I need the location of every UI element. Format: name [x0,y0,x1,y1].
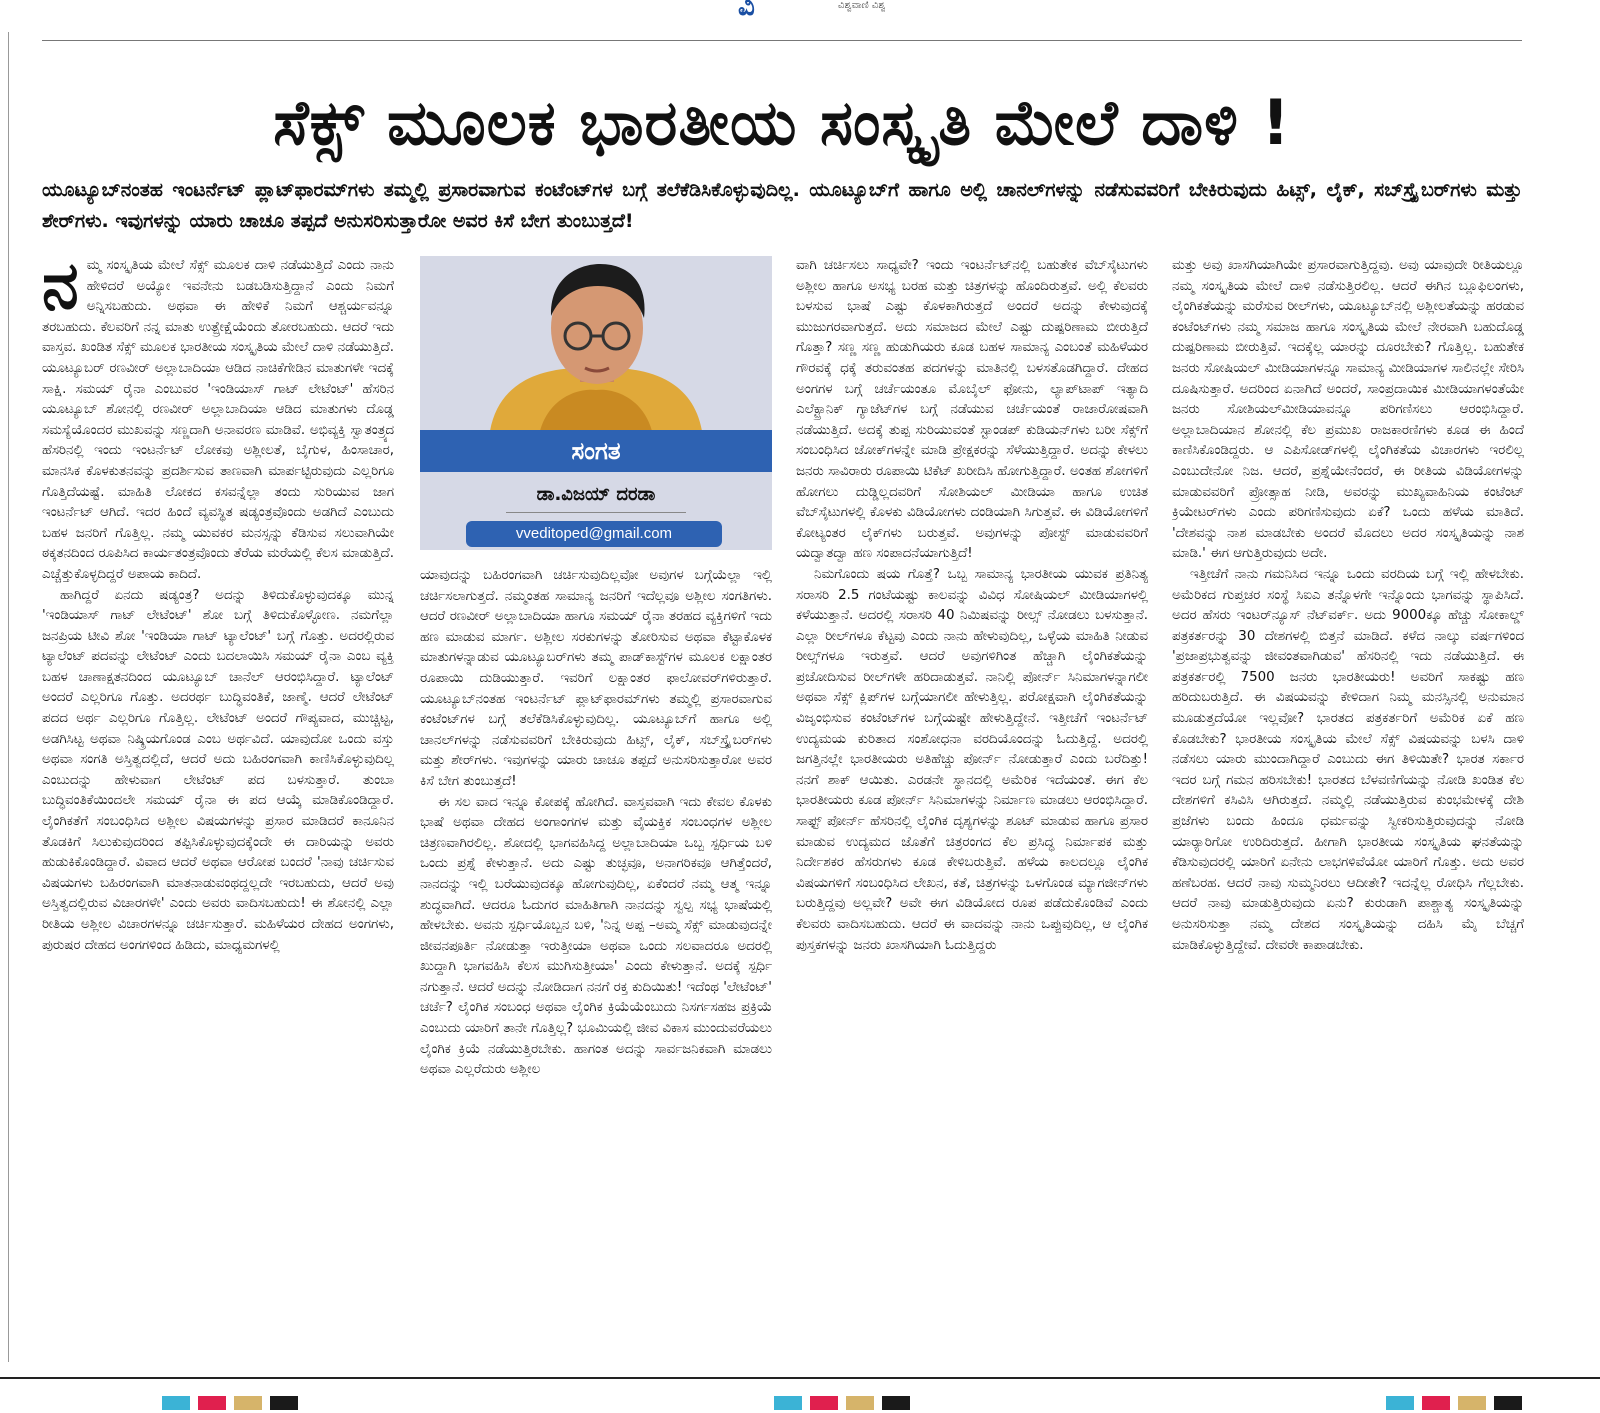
registration-marks-left [162,1396,298,1410]
paragraph: ಹಾಗಿದ್ದರೆ ಏನದು ಷಡ್ಯಂತ್ರ? ಅದನ್ನು ತಿಳಿದುಕೊಳ್ಳುವುದಕ್ಕೂ ಮುನ್ನ 'ಇಂಡಿಯಾಸ್ ಗಾಟ್ ಲೇಟೆಂಟ್' ಶೋ ಬಗ್ಗೆ ತಿಳಿದುಕೊಳ್ಳೋಣ. ನಮಗೆಲ್ಲಾ ಜನಪ್ರಿಯ ಟೀವಿ ಶೋ 'ಇಂಡಿಯಾ ಗಾಟ್ ಟ್ಯಾಲೆಂಟ್' ಬಗ್ಗೆ ಗೊತ್ತು. ಅದರಲ್ಲಿರುವ ಟ್ಯಾಲೆಂಟ್ ಪದವನ್ನು ಲೇಟೆಂಟ್ ಎಂದು ಬದಲಾಯಿಸಿ ಸಮಯ್ ರೈನಾ ಎಂಬ ವ್ಯಕ್ತಿ ಬಹಳ ಚಾಣಾಕ್ಷತನದಿಂದ ಯೂಟ್ಯೂಬ್ ಚಾನೆಲ್ ಆರಂಭಿಸಿದ್ದಾರೆ. ಟ್ಯಾಲೆಂಟ್ ಅಂದರೆ ಎಲ್ಲರಿಗೂ ಗೊತ್ತು. ಅದರರ್ಥ ಬುದ್ಧಿವಂತಿಕೆ, ಜಾಣ್ಮೆ. ಆದರೆ ಲೇಟೆಂಟ್ ಪದದ ಅರ್ಥ ಎಲ್ಲರಿಗೂ ಗೊತ್ತಿಲ್ಲ. ಲೇಟೆಂಟ್ ಅಂದರೆ ಗೌಪ್ಯವಾದ, ಮುಚ್ಚಿಟ್ಟ, ಅಡಗಿಸಿಟ್ಟ ಅಥವಾ ನಿಷ್ಕ್ರಿಯಗೊಂಡ ಎಂಬ ಅರ್ಥವಿದೆ. ಯಾವುದೋ ಒಂದು ವಸ್ತು ಅಥವಾ ಸಂಗತಿ ಅಸ್ತಿತ್ವದಲ್ಲಿದೆ, ಆದರೆ ಅದು ಬಹಿರಂಗವಾಗಿ ಕಾಣಿಸಿಕೊಳ್ಳುವುದಿಲ್ಲ ಎಂಬುದನ್ನು ಹೇಳುವಾಗ ಲೇಟೆಂಟ್ ಪದ ಬಳಸುತ್ತಾರೆ. ತುಂಬಾ ಬುದ್ಧಿವಂತಿಕೆಯಿಂದಲೇ ಸಮಯ್ ರೈನಾ ಈ ಪದ ಆಯ್ಕೆ ಮಾಡಿಕೊಂಡಿದ್ದಾರೆ. ಲೈಂಗಿಕತೆಗೆ ಸಂಬಂಧಿಸಿದ ಅಶ್ಲೀಲ ವಿಷಯಗಳನ್ನು ಪ್ರಸಾರ ಮಾಡಿದರೆ ಕಾನೂನಿನ ತೊಡಕಿಗೆ ಸಿಲುಕುವುದರಿಂದ ತಪ್ಪಿಸಿಕೊಳ್ಳುವುದಕ್ಕೆಂದೇ ಈ ದಾರಿಯನ್ನು ಅವರು ಹುಡುಕಿಕೊಂಡಿದ್ದಾರೆ. ವಿವಾದ ಆದರೆ ಅಥವಾ ಆರೋಪ ಬಂದರೆ 'ನಾವು ಚರ್ಚಿಸುವ ವಿಷಯಗಳು ಬಹಿರಂಗವಾಗಿ ಮಾತನಾಡುವಂಥದ್ದಲ್ಲದೇ ಇರಬಹುದು, ಆದರೆ ಅವು ಅಸ್ತಿತ್ವದಲ್ಲಿರುವ ವಿಚಾರಗಳೇ' ಎಂದು ಅವರು ವಾದಿಸಬಹುದು! ಈ ಶೋನಲ್ಲಿ ಎಲ್ಲಾ ರೀತಿಯ ಅಶ್ಲೀಲ ವಿಚಾರಗಳನ್ನೂ ಚರ್ಚಿಸುತ್ತಾರೆ. ಮಹಿಳೆಯರ ದೇಹದ ಅಂಗಗಳು, ಪುರುಷರ ದೇಹದ ಅಂಗಗಳಿಂದ ಹಿಡಿದು, ಮಾಧ್ಯಮಗಳಲ್ಲಿ [42,587,394,953]
drop-cap: ನ [42,256,79,324]
registration-mark-black [882,1396,910,1410]
paragraph: ಇತ್ತೀಚೆಗೆ ನಾನು ಗಮನಿಸಿದ ಇನ್ನೂ ಒಂದು ವರದಿಯ ಬಗ್ಗೆ ಇಲ್ಲಿ ಹೇಳಬೇಕು. ಅಮೆರಿಕದ ಗುಪ್ತಚರ ಸಂಸ್ಥೆ ಸಿಐಎ ತನ್ನೊಳಗೇ ಇನ್ನೊಂದು ಭಾಗವನ್ನು ಸ್ಥಾಪಿಸಿದೆ. ಅದರ ಹೆಸರು ಇಂಟರ್‌ನ್ಯೂಸ್ ನೆಟ್‌ವರ್ಕ್. ಅದು 9000ಕ್ಕೂ ಹೆಚ್ಚು ಸೋಕಾಲ್ಡ್ ಪತ್ರಕರ್ತರನ್ನು 30 ದೇಶಗಳಲ್ಲಿ ಬಿತ್ತನೆ ಮಾಡಿದೆ. ಕಳೆದ ನಾಲ್ಕು ವರ್ಷಗಳಿಂದ 'ಪ್ರಜಾಪ್ರಭುತ್ವವನ್ನು ಜೀವಂತವಾಗಿಡುವ' ಹೆಸರಿನಲ್ಲಿ ಇದು ನಡೆಯುತ್ತಿದೆ. ಈ ಪತ್ರಕರ್ತರಲ್ಲಿ 7500 ಜನರು ಭಾರತೀಯರು! ಅವರಿಗೆ ಸಾಕಷ್ಟು ಹಣ ಹರಿದುಬರುತ್ತಿದೆ. ಈ ವಿಷಯವನ್ನು ಕೇಳಿದಾಗ ನಿಮ್ಮ ಮನಸ್ಸಿನಲ್ಲಿ ಅನುಮಾನ ಮೂಡುತ್ತದೆಯೋ ಇಲ್ಲವೋ? ಭಾರತದ ಪತ್ರಕರ್ತರಿಗೆ ಅಮೆರಿಕ ಏಕೆ ಹಣ ಕೊಡಬೇಕು? ಭಾರತೀಯ ಸಂಸ್ಕೃತಿಯ ಮೇಲೆ ಸೆಕ್ಸ್ ವಿಷಯವನ್ನು ಬಳಸಿ ದಾಳಿ ನಡೆಸಲು ಯಾರು ಮುಂದಾಗಿದ್ದಾರೆ ಎಂಬುದು ಈಗ ತಿಳಿಯಿತೇ? ಭಾರತ ಸರ್ಕಾರ ಇದರ ಬಗ್ಗೆ ಗಮನ ಹರಿಸಬೇಕು! ಭಾರತದ ಬೆಳವಣಿಗೆಯನ್ನು ನೋಡಿ ಖಂಡಿತ ಕೆಲ ದೇಶಗಳಿಗೆ ಕಸಿವಿಸಿ ಆಗಿರುತ್ತದೆ. ನಮ್ಮಲ್ಲಿ ನಡೆಯುತ್ತಿರುವ ಕುಂಭಮೇಳಕ್ಕೆ ದೇಶಿ ಪ್ರಜೆಗಳು ಬಂದು ಹಿಂದೂ ಧರ್ಮವನ್ನು ಸ್ವೀಕರಿಸುತ್ತಿರುವುದನ್ನು ನೋಡಿ ಯಾರ‍್ಯಾರಿಗೋ ಉರಿದಿರುತ್ತದೆ. ಹೀಗಾಗಿ ಭಾರತೀಯ ಸಂಸ್ಕೃತಿಯ ಘನತೆಯನ್ನು ಕೆಡಿಸುವುದರಲ್ಲಿ ಯಾರಿಗೆ ಏನೇನು ಲಾಭಗಳಿವೆಯೋ ಯಾರಿಗೆ ಗೊತ್ತು. ಅದು ಅವರ ಹಣೆಬರಹ. ಆದರೆ ನಾವು ಸುಮ್ಮನಿರಲು ಆದೀತೇ? ಇದನ್ನೆಲ್ಲ ರೋಧಿಸಿ ಗೆಲ್ಲಬೇಕು. ಆದರೆ ನಾವು ಮಾಡುತ್ತಿರುವುದು ಏನು? ಕುರುಡಾಗಿ ಪಾಶ್ಚಾತ್ಯ ಸಂಸ್ಕೃತಿಯನ್ನು ಅನುಸರಿಸುತ್ತಾ ನಮ್ಮ ದೇಶದ ಸಂಸ್ಕೃತಿಯನ್ನು ದಹಿಸಿ ಮೈ ಬೆಚ್ಚಗೆ ಮಾಡಿಕೊಳ್ಳುತ್ತಿದ್ದೇವೆ. ದೇವರೇ ಕಾಪಾಡಬೇಕು. [1172,566,1524,953]
author-divider [506,512,686,513]
registration-mark-cyan [774,1396,802,1410]
article-column-4 [1172,256,1524,1368]
registration-mark-magenta [810,1396,838,1410]
author-portrait [420,256,772,431]
registration-mark-yellow [234,1396,262,1410]
article-deck: ಯೂಟ್ಯೂಬ್‌ನಂತಹ ಇಂಟರ್ನೆಟ್ ಪ್ಲಾಟ್‌ಫಾರಮ್‌ಗಳು ತಮ್ಮಲ್ಲಿ ಪ್ರಸಾರವಾಗುವ ಕಂಟೆಂಟ್‌ಗಳ ಬಗ್ಗೆ ತಲೆಕೆಡಿಸಿಕೊಳ್ಳುವುದಿಲ್ಲ. ಯೂಟ್ಯೂಬ್‌ಗೆ ಹಾಗೂ ಅಲ್ಲಿ ಚಾನಲ್‌ಗಳನ್ನು ನಡೆಸುವವರಿಗೆ ಬೇಕಿರುವುದು ಹಿಟ್ಸ್, ಲೈಕ್, ಸಬ್‌ಸ್ಕ್ರೈಬರ್‌ಗಳು ಮತ್ತು ಶೇರ್‌ಗಳು. ಇವುಗಳನ್ನು ಯಾರು ಚಾಚೂ ತಪ್ಪದೆ ಅನುಸರಿಸುತ್ತಾರೋ ಅವರ ಕಿಸೆ ಬೇಗ ತುಂಬುತ್ತದೆ! [42,179,1522,232]
paragraph: ಮತ್ತು ಅವು ಖಾಸಗಿಯಾಗಿಯೇ ಪ್ರಸಾರವಾಗುತ್ತಿದ್ದವು. ಅವು ಯಾವುದೇ ರೀತಿಯಲ್ಲೂ ನಮ್ಮ ಸಂಸ್ಕೃತಿಯ ಮೇಲೆ ದಾಳಿ ನಡೆಸುತ್ತಿರಲಿಲ್ಲ. ಆದರೆ ಈಗಿನ ಬ್ಲೂಫಿಲಂಗಳು, ಲೈಂಗಿಕತೆಯನ್ನು ಮರೆಸುವ ರೀಲ್‌ಗಳು, ಯೂಟ್ಯೂಬ್‌ನಲ್ಲಿ ಅಶ್ಲೀಲತೆಯನ್ನು ಹರಡುವ ಕಂಟೆಂಟ್‌ಗಳು ನಮ್ಮ ಸಮಾಜ ಹಾಗೂ ಸಂಸ್ಕೃತಿಯ ಮೇಲೆ ನೇರವಾಗಿ ಬಹುದೊಡ್ಡ ದುಷ್ಪರಿಣಾಮ ಬೀರುತ್ತಿವೆ. ಇದಕ್ಕೆಲ್ಲ ಯಾರನ್ನು ದೂರಬೇಕು? ಗೊತ್ತಿಲ್ಲ. ಬಹುತೇಕ ಜನರು ಸೋಷಿಯಲ್ ಮೀಡಿಯಾಗಳನ್ನೂ ಸಾಮಾನ್ಯ ಮೀಡಿಯಾಗಳ ಸಾಲಿನಲ್ಲೇ ಸೇರಿಸಿ ದೂಷಿಸುತ್ತಾರೆ. ಅದರಿಂದ ಏನಾಗಿದೆ ಅಂದರೆ, ಸಾಂಪ್ರದಾಯಿಕ ಮೀಡಿಯಾಗಳಂತೆಯೇ ಜನರು ಸೋಶಿಯಲ್‌ಮೀಡಿಯಾವನ್ನೂ ಪರಿಗಣಿಸಲು ಆರಂಭಿಸಿದ್ದಾರೆ. ಅಲ್ಲಾಬಾದಿಯಾನ ಶೋನಲ್ಲಿ ಕೆಲ ಪ್ರಮುಖ ರಾಜಕಾರಣಿಗಳು ಕೂಡ ಈ ಹಿಂದೆ ಕಾಣಿಸಿಕೊಂಡಿದ್ದರು. ಆ ಎಪಿಸೋಡ್‌ಗಳಲ್ಲಿ ಲೈಂಗಿಕತೆಯ ವಿಚಾರಗಳು ಇರಲಿಲ್ಲ ಎಂಬುದೇನೋ ನಿಜ. ಆದರೆ, ಪ್ರಶ್ನೆಯೇನೆಂದರೆ, ಈ ರೀತಿಯ ವಿಡಿಯೋಗಳನ್ನು ಮಾಡುವವರಿಗೆ ಪ್ರೋತ್ಸಾಹ ನೀಡಿ, ಅವರನ್ನು ಮುಖ್ಯವಾಹಿನಿಯ ಕಂಟೆಂಟ್ ಕ್ರಿಯೇಟರ್‌ಗಳು ಎಂದು ಪರಿಗಣಿಸುವುದು ಏಕೆ? ಒಂದು ಹಳೆಯ ಮಾತಿದೆ. 'ದೇಶವನ್ನು ನಾಶ ಮಾಡಬೇಕು ಅಂದರೆ ಮೊದಲು ಅದರ ಸಂಸ್ಕೃತಿಯನ್ನು ನಾಶ ಮಾಡಿ.' ಈಗ ಆಗುತ್ತಿರುವುದು ಅದೇ. [1172,258,1524,562]
paragraph: ನಿಮಗೊಂದು ಷಯ ಗೊತ್ತೆ? ಒಬ್ಬ ಸಾಮಾನ್ಯ ಭಾರತೀಯ ಯುವಕ ಪ್ರತಿನಿತ್ಯ ಸರಾಸರಿ 2.5 ಗಂಟೆಯಷ್ಟು ಕಾಲವನ್ನು ವಿವಿಧ ಸೋಷಿಯಲ್ ಮೀಡಿಯಾಗಳಲ್ಲಿ ಕಳೆಯುತ್ತಾನೆ. ಅದರಲ್ಲಿ ಸರಾಸರಿ 40 ನಿಮಿಷವನ್ನು ರೀಲ್ಸ್ ನೋಡಲು ಬಳಸುತ್ತಾನೆ. ಎಲ್ಲಾ ರೀಲ್‌ಗಳೂ ಕೆಟ್ಟವು ಎಂದು ನಾನು ಹೇಳುವುದಿಲ್ಲ, ಒಳ್ಳೆಯ ಮಾಹಿತಿ ನೀಡುವ ರೀಲ್ಸ್‌ಗಳೂ ಇರುತ್ತವೆ. ಆದರೆ ಅವುಗಳಿಗಿಂತ ಹೆಚ್ಚಾಗಿ ಲೈಂಗಿಕತೆಯನ್ನು ಪ್ರಚೋದಿಸುವ ರೀಲ್‌ಗಳೇ ಹರಿದಾಡುತ್ತವೆ. ನಾನಿಲ್ಲಿ ಪೋರ್ನ್ ಸಿನಿಮಾಗಳನ್ನಾಗಲೀ ಅಥವಾ ಸೆಕ್ಸ್ ಕ್ಲಿಪ್‌ಗಳ ಬಗ್ಗೆಯಾಗಲೀ ಹೇಳುತ್ತಿಲ್ಲ. ಪರೋಕ್ಷವಾಗಿ ಲೈಂಗಿಕತೆಯನ್ನು ವಿಜೃಂಭಿಸುವ ಕಂಟೆಂಟ್‌ಗಳ ಬಗ್ಗೆಯಷ್ಟೇ ಹೇಳುತ್ತಿದ್ದೇನೆ. ಇತ್ತೀಚೆಗೆ ಇಂಟರ್ನೆಟ್ ಉದ್ಯಮಯ ಕುರಿತಾದ ಸಂಶೋಧನಾ ವರದಿಯೊಂದನ್ನು ಓದುತ್ತಿದ್ದೆ. ಅದರಲ್ಲಿ ಜಗತ್ತಿನಲ್ಲೇ ಭಾರತೀಯರು ಅತಿಹೆಚ್ಚು ಪೋರ್ನ್ ನೋಡುತ್ತಾರೆ ಎಂದು ಬರೆದಿತ್ತು! ನನಗೆ ಶಾಕ್ ಆಯಿತು. ಎರಡನೇ ಸ್ಥಾನದಲ್ಲಿ ಅಮೆರಿಕ ಇದೆಯಂತೆ. ಈಗ ಕೆಲ ಭಾರತೀಯರು ಕೂಡ ಪೋರ್ನ್ ಸಿನಿಮಾಗಳನ್ನು ನಿರ್ಮಾಣ ಮಾಡಲು ಆರಂಭಿಸಿದ್ದಾರೆ. ಸಾಫ್ಟ್ ಪೋರ್ನ್ ಹೆಸರಿನಲ್ಲಿ ಲೈಂಗಿಕ ದೃಶ್ಯಗಳನ್ನು ಶೂಟ್ ಮಾಡುವ ಹಾಗೂ ಪ್ರಸಾರ ಮಾಡುವ ಉದ್ಯಮದ ಜೊತೆಗೆ ಚಿತ್ರರಂಗದ ಕೆಲ ಪ್ರಸಿದ್ಧ ನಿರ್ಮಾಪಕ ಮತ್ತು ನಿರ್ದೇಶಕರ ಹೆಸರುಗಳು ಕೂಡ ಕೇಳಿಬರುತ್ತಿವೆ. ಹಳೆಯ ಕಾಲದಲ್ಲೂ ಲೈಂಗಿಕ ವಿಷಯಗಳಿಗೆ ಸಂಬಂಧಿಸಿದ ಲೇಖನ, ಕತೆ, ಚಿತ್ರಗಳನ್ನು ಒಳಗೊಂಡ ಮ್ಯಾಗಜೀನ್‌ಗಳು ಬರುತ್ತಿದ್ದವು ಅಲ್ಲವೇ? ಅವೇ ಈಗ ವಿಡಿಯೋದ ರೂಪ ಪಡೆದುಕೊಂಡಿವೆ ಎಂದು ಕೆಲವರು ವಾದಿಸಬಹುದು. ಆದರೆ ಈ ವಾದವನ್ನು ನಾನು ಒಪ್ಪುವುದಿಲ್ಲ, ಆ ಲೈಂಗಿಕ ಪುಸ್ತಕಗಳನ್ನು ಜನರು ಖಾಸಗಿಯಾಗಿ ಓದುತ್ತಿದ್ದರು [796,566,1148,953]
paragraph: ಈ ಸಲ ವಾದ ಇನ್ನೂ ಕೋಪಕ್ಕೆ ಹೋಗಿದೆ. ವಾಸ್ತವವಾಗಿ ಇದು ಕೇವಲ ಕೊಳಕು ಭಾಷೆ ಅಥವಾ ದೇಹದ ಅಂಗಾಂಗಗಳ ಮತ್ತು ವೈಯಕ್ತಿಕ ಸಂಬಂಧಗಳ ಅಶ್ಲೀಲ ಚಿತ್ರಣವಾಗಿರಲಿಲ್ಲ. ಶೋದಲ್ಲಿ ಭಾಗವಹಿಸಿದ್ದ ಅಲ್ಲಾಬಾದಿಯಾ ಒಬ್ಬ ಸ್ಪರ್ಧಿಯ ಬಳಿ ಒಂದು ಪ್ರಶ್ನೆ ಕೇಳುತ್ತಾನೆ. ಅದು ಎಷ್ಟು ತುಚ್ಛವೂ, ಅನಾಗರಿಕವೂ ಆಗಿತ್ತೆಂದರೆ, ನಾನದನ್ನು ಇಲ್ಲಿ ಬರೆಯುವುದಕ್ಕೂ ಹೋಗುವುದಿಲ್ಲ, ಏಕೆಂದರೆ ನಮ್ಮ ಆತ್ಮ ಇನ್ನೂ ಶುದ್ಧವಾಗಿದೆ. ಆದರೂ ಓದುಗರ ಮಾಹಿತಿಗಾಗಿ ನಾನದನ್ನು ಸ್ವಲ್ಪ ಸಭ್ಯ ಭಾಷೆಯಲ್ಲಿ ಹೇಳಬೇಕು. ಅವನು ಸ್ಪರ್ಧಿಯೊಬ್ಬನ ಬಳಿ, 'ನಿನ್ನ ಅಪ್ಪ –ಅಮ್ಮ ಸೆಕ್ಸ್ ಮಾಡುವುದನ್ನೇ ಜೀವನಪೂರ್ತಿ ನೋಡುತ್ತಾ ಇರುತ್ತೀಯಾ ಅಥವಾ ಒಂದು ಸಲವಾದರೂ ಅದರಲ್ಲಿ ಖುದ್ದಾಗಿ ಭಾಗವಹಿಸಿ ಕೆಲಸ ಮುಗಿಸುತ್ತೀಯಾ' ಎಂದು ಕೇಳುತ್ತಾನೆ. ಅದಕ್ಕೆ ಸ್ಪರ್ಧಿ ನಗುತ್ತಾನೆ. ಆದರೆ ಅದನ್ನು ನೋಡಿದಾಗ ನನಗೆ ರಕ್ತ ಕುದಿಯಿತು! ಇದೆಂಥ 'ಲೇಟೆಂಟ್' ಚರ್ಚೆ? ಲೈಂಗಿಕ ಸಂಬಂಧ ಅಥವಾ ಲೈಂಗಿಕ ಕ್ರಿಯೆಯೆಂಬುದು ನಿಸರ್ಗಸಹಜ ಪ್ರಕ್ರಿಯೆ ಎಂಬುದು ಯಾರಿಗೆ ತಾನೇ ಗೊತ್ತಿಲ್ಲ? ಭೂಮಿಯಲ್ಲಿ ಜೀವ ವಿಕಾಸ ಮುಂದುವರೆಯಲು ಲೈಂಗಿಕ ಕ್ರಿಯೆ ನಡೆಯುತ್ತಿರಬೇಕು. ಹಾಗಂತ ಅದನ್ನು ಸಾರ್ವಜನಿಕವಾಗಿ ಮಾಡಲು ಅಥವಾ ಎಲ್ಲರೆದುರು ಅಶ್ಲೀಲ [420,794,772,1078]
registration-mark-cyan [162,1396,190,1410]
registration-mark-yellow [846,1396,874,1410]
article-column-1 [42,256,394,1368]
paragraph: ಯಾವುದನ್ನು ಬಹಿರಂಗವಾಗಿ ಚರ್ಚಿಸುವುದಿಲ್ಲವೋ ಅವುಗಳ ಬಗ್ಗೆಯೆಲ್ಲಾ ಇಲ್ಲಿ ಚರ್ಚಿಸಲಾಗುತ್ತದೆ. ನಮ್ಮಂತಹ ಸಾಮಾನ್ಯ ಜನರಿಗೆ ಇದೆಲ್ಲವೂ ಅಶ್ಲೀಲ ಸಂಗತಿಗಳು. ಆದರೆ ರಣವೀರ್ ಅಲ್ಲಾಬಾದಿಯಾ ಹಾಗೂ ಸಮಯ್ ರೈನಾ ತರಹದ ವ್ಯಕ್ತಿಗಳಿಗೆ ಇದು ಹಣ ಮಾಡುವ ಮಾರ್ಗ. ಅಶ್ಲೀಲ ಸರಕುಗಳನ್ನು ತೋರಿಸುವ ಅಥವಾ ಕೆಟ್ಟಾಕೊಳಕ ಮಾತುಗಳನ್ನಾಡುವ ಯೂಟ್ಯೂಬರ್‌ಗಳು ತಮ್ಮ ಪಾಡ್‌ಕಾಸ್ಟ್‌ಗಳ ಮೂಲಕ ಲಕ್ಷಾಂತರ ರೂಪಾಯಿ ದುಡಿಯುತ್ತಾರೆ. ಇವರಿಗೆ ಲಕ್ಷಾಂತರ ಫಾಲೋವರ್‌ಗಳಿರುತ್ತಾರೆ. ಯೂಟ್ಯೂಬ್‌ನಂತಹ ಇಂಟರ್ನೆಟ್ ಪ್ಲಾಟ್‌ಫಾರಮ್‌ಗಳು ತಮ್ಮಲ್ಲಿ ಪ್ರಸಾರವಾಗುವ ಕಂಟೆಂಟ್‌ಗಳ ಬಗ್ಗೆ ತಲೆಕೆಡಿಸಿಕೊಳ್ಳುವುದಿಲ್ಲ. ಯೂಟ್ಯೂಬ್‌ಗೆ ಹಾಗೂ ಅಲ್ಲಿ ಚಾನಲ್‌ಗಳನ್ನು ನಡೆಸುವವರಿಗೆ ಬೇಕಿರುವುದು ಹಿಟ್ಸ್, ಲೈಕ್, ಸಬ್‌ಸ್ಕ್ರೈಬರ್‌ಗಳು ಮತ್ತು ಶೇರ್‌ಗಳು. ಇವುಗಳನ್ನು ಯಾರು ಚಾಚೂ ತಪ್ಪದೆ ಅನುಸರಿಸುತ್ತಾರೋ ಅವರ ಕಿಸೆ ಬೇಗ ತುಂಬುತ್ತದೆ! [420,568,772,789]
author-name: ಡಾ.ವಿಜಯ್ ದರಡಾ [536,484,656,505]
paragraph [42,256,394,586]
top-rule [42,40,1522,41]
paragraph: ವಾಗಿ ಚರ್ಚಿಸಲು ಸಾಧ್ಯವೇ? ಇಂದು ಇಂಟರ್ನೆಟ್‌ನಲ್ಲಿ ಬಹುತೇಕ ವೆಬ್‌ಸೈಟುಗಳು ಅಶ್ಲೀಲ ಹಾಗೂ ಅಸಭ್ಯ ಬರಹ ಮತ್ತು ಚಿತ್ರಗಳನ್ನು ಹೊಂದಿರುತ್ತವೆ. ಅಲ್ಲಿ ಕೆಲವರು ಬಳಸುವ ಭಾಷೆ ಎಷ್ಟು ಕೊಳಕಾಗಿರುತ್ತದೆ ಅಂದರೆ ಅದನ್ನು ಕೇಳುವುದಕ್ಕೆ ಮುಜುಗರವಾಗುತ್ತದೆ. ಅದು ಸಮಾಜದ ಮೇಲೆ ಎಷ್ಟು ದುಷ್ಪರಿಣಾಮ ಬೀರುತ್ತಿದೆ ಗೊತ್ತಾ? ಸಣ್ಣ ಸಣ್ಣ ಹುಡುಗಿಯರು ಕೂಡ ಬಹಳ ಸಾಮಾನ್ಯ ಎಂಬಂತೆ ಮಹಿಳೆಯರ ಗೌರವಕ್ಕೆ ಧಕ್ಕೆ ತರುವಂತಹ ಪದಗಳನ್ನು ಮಾತಿನಲ್ಲಿ ಬಳಸತೊಡಗಿದ್ದಾರೆ. ದೇಹದ ಅಂಗಗಳ ಬಗ್ಗೆ ಚರ್ಚೆಯಂತೂ ಮೊಬೈಲ್ ಫೋನು, ಲ್ಯಾಪ್‌ಟಾಪ್ ಇತ್ಯಾದಿ ಎಲೆಕ್ಟ್ರಾನಿಕ್ ಗ್ಯಾಜೆಟ್‌ಗಳ ಬಗ್ಗೆ ನಡೆಯುವ ಚರ್ಚೆಯಂತೆ ರಾಜಾರೋಷವಾಗಿ ನಡೆಯುತ್ತಿದೆ. ಅದಕ್ಕೆ ತುಪ್ಪ ಸುರಿಯುವಂತೆ ಸ್ಟಾಂಡಪ್ ಕುಡಿಯನ್‌ಗಳು ಬರೀ ಸೆಕ್ಸ್‌ಗೆ ಸಂಬಂಧಿಸಿದ ಜೋಕ್‌ಗಳನ್ನೇ ಮಾಡಿ ಪ್ರೇಕ್ಷಕರನ್ನು ಸೆಳೆಯುತ್ತಿದ್ದಾರೆ. ಅದನ್ನು ಕೇಳಲು ಜನರು ಸಾವಿರಾರು ರೂಪಾಯಿ ಟಿಕೆಟ್ ಖರೀದಿಸಿ ಹೋಗುತ್ತಿದ್ದಾರೆ. ಅಂತಹ ಶೋಗಳಿಗೆ ಹೋಗಲು ದುಡ್ಡಿಲ್ಲದವರಿಗೆ ಸೋಶಿಯಲ್ ಮೀಡಿಯಾ ಹಾಗೂ ಉಚಿತ ವೆಬ್‌ಸೈಟುಗಳಲ್ಲಿ ಕೊಳಕು ವಿಡಿಯೋಗಳು ದಂಡಿಯಾಗಿ ಸಿಗುತ್ತವೆ. ಈ ವಿಡಿಯೋಗಳಿಗೆ ಕೋಟ್ಯಂತರ ಲೈಕ್‌ಗಳು ಬರುತ್ತವೆ. ಅವುಗಳನ್ನು ಪೋಸ್ಟ್ ಮಾಡುವವರಿಗೆ ಯದ್ವಾತದ್ವಾ ಹಣ ಸಂಪಾದನೆಯಾಗುತ್ತಿದೆ! [796,258,1148,562]
article-column-3 [796,256,1148,1368]
registration-mark-black [1494,1396,1522,1410]
masthead-logo: ವಿ [738,0,755,22]
author-email: vveditoped@gmail.com [466,521,722,547]
registration-mark-magenta [1422,1396,1450,1410]
registration-marks-right [1386,1396,1522,1410]
masthead-name: ವಿಶ್ವವಾಣಿ ವಿಶ್ವ [838,0,886,11]
paragraph-text: ಮ್ಮ ಸಂಸ್ಕೃತಿಯ ಮೇಲೆ ಸೆಕ್ಸ್ ಮೂಲಕ ದಾಳಿ ನಡೆಯುತ್ತಿದೆ ಎಂದು ನಾನು ಹೇಳಿದರೆ ಅಯ್ಯೋ ಇವನೇನು ಬಡಬಡಿಸುತ್ತಿದ್ದಾನೆ ಎಂದು ನಿಮಗೆ ಅನ್ನಿಸಬಹುದು. ಅಥವಾ ಈ ಹೇಳಿಕೆ ನಿಮಗೆ ಆಶ್ಚರ್ಯವನ್ನೂ ತರಬಹುದು. ಕೆಲವರಿಗೆ ನನ್ನ ಮಾತು ಉತ್ಪ್ರೇಕ್ಷೆಯೆಂದು ತೋರಬಹುದು. ಆದರೆ ಇದು ವಾಸ್ತವ. ಖಂಡಿತ ಸೆಕ್ಸ್ ಮೂಲಕ ಭಾರತೀಯ ಸಂಸ್ಕೃತಿಯ ಮೇಲೆ ದಾಳಿ ನಡೆಯುತ್ತಿದೆ. ಯೂಟ್ಯೂಬರ್ ರಣವೀರ್ ಅಲ್ಲಾಬಾದಿಯಾ ಆಡಿದ ನಾಚಿಕೆಗೇಡಿನ ಮಾತುಗಳೇ ಇದಕ್ಕೆ ಸಾಕ್ಷಿ. ಸಮಯ್ ರೈನಾ ಎಂಬುವರ 'ಇಂಡಿಯಾಸ್ ಗಾಟ್ ಲೇಟೆಂಟ್' ಹೆಸರಿನ ಯೂಟ್ಯೂಬ್ ಶೋನಲ್ಲಿ ರಣವೀರ್ ಅಲ್ಲಾಬಾದಿಯಾ ಆಡಿದ ಮಾತುಗಳು ದೊಡ್ಡ ಸಮಸ್ಯೆಯೊಂದರ ಮುಖವನ್ನು ಸಣ್ಣದಾಗಿ ಅನಾವರಣ ಮಾಡಿವೆ. ಅಭಿವ್ಯಕ್ತಿ ಸ್ವಾತಂತ್ರ್ಯದ ಹೆಸರಿನಲ್ಲಿ ಇಂದು ಇಂಟರ್ನೆಟ್ ಲೋಕವು ಅಶ್ಲೀಲತೆ, ಬೈಗುಳ, ಹಿಂಸಾಚಾರ, ಮಾನಸಿಕ ಕೊಳಕುತನವನ್ನು ಪ್ರದರ್ಶಿಸುವ ತಾಣವಾಗಿ ಮಾರ್ಪಟ್ಟಿರುವುದು ಎಲ್ಲರಿಗೂ ಗೊತ್ತಿದೆಯಷ್ಟೆ. ಮಾಹಿತಿ ಲೋಕದ ಕಸವನ್ನೆಲ್ಲಾ ತಂದು ಸುರಿಯುವ ಜಾಗ ಇಂಟರ್ನೆಟ್ ಆಗಿದೆ. ಇದರ ಹಿಂದೆ ವ್ಯವಸ್ಥಿತ ಷಡ್ಯಂತ್ರವೊಂದು ಅಡಗಿದೆ ಎಂಬುದು ಬಹಳ ಜನರಿಗೆ ಗೊತ್ತಿಲ್ಲ. ನಮ್ಮ ಯುವಕರ ಮನಸ್ಸನ್ನು ಕೆಡಿಸುವ ಸಲುವಾಗಿಯೇ ಠಕ್ಕತನದಿಂದ ರೂಪಿಸಿದ ಕಾರ್ಯತಂತ್ರವೊಂದು ತೆರೆಯ ಮರೆಯಲ್ಲಿ ಕೆಲಸ ಮಾಡುತ್ತಿದೆ. ಎಚ್ಚೆತ್ತುಕೊಳ್ಳದಿದ್ದರೆ ಅಪಾಯ ಕಾದಿದೆ. [42,258,394,582]
registration-mark-yellow [1458,1396,1486,1410]
registration-mark-cyan [1386,1396,1414,1410]
column-label: ಸಂಗತ [420,430,772,472]
registration-marks-center [774,1396,910,1410]
article-headline: ಸೆಕ್ಸ್ ಮೂಲಕ ಭಾರತೀಯ ಸಂಸ್ಕೃತಿ ಮೇಲೆ ದಾಳಿ ! [273,86,1291,159]
registration-mark-magenta [198,1396,226,1410]
registration-mark-black [270,1396,298,1410]
article-column-2 [420,566,772,1368]
column-header-box [420,256,772,550]
bottom-rule [0,1377,1600,1379]
left-margin-rule [8,32,9,1362]
